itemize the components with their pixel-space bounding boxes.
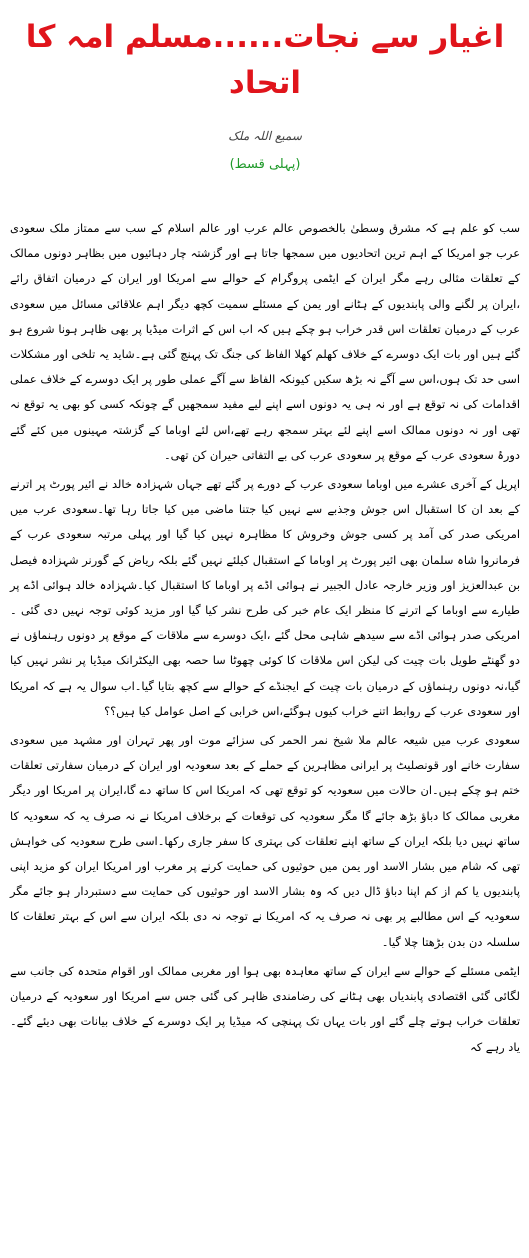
paragraph: ایٹمی مسئلے کے حوالے سے ایران کے ساتھ معاہدہ بھی ہوا اور مغربی ممالک اور اقوام متحدہ کی جانب سے لگائی گئی اقتصادی پابندیاں بھی ہٹانے کی رضامندی ظاہر کی گئی جس سے امریکا اور سعودیہ کے درمیان تعلقات خراب ہوتے چلے گئے اور بات یہاں تک پہنچی کہ میڈیا پر ایک دوسرے کے خلاف بیانات بھی دیئے گئے۔یاد رہے کہ (10, 963, 520, 1054)
article-body (10, 216, 520, 1060)
paragraph: اپریل کے آخری عشرے میں اوباما سعودی عرب کے دورے پر گئے تھے جہاں شہزادہ خالد نے ائیر پورٹ پر اترنے کے بعد ان کا استقبال اس جوش وجذبے سے نہیں کیا جتنا ماضی میں کیا جاتا رہا تھا۔سعودی عرب میں امریکی صدر کی آمد پر کسی جوش وخروش کا مظاہرہ نہیں کیا گیا اور پہلی مرتبہ سعودی عرب کے فرمانروا شاہ سلمان بھی ائیر پورٹ پر اوباما کے استقبال کیلئے نہیں گئے بلکہ ریاض کے گورنر شہزادہ فیصل بن عبدالعزیز اور وزیر خارجہ عادل الجبیر نے ہوائی اڈے پر اوباما کا استقبال کیا۔شہزادہ خالد ہوائی اڈے پر طیارے سے اوباما کے اترنے کا منظر ایک عام خبر کی طرح نشر کیا گیا اور مزید کوئی توجہ نہیں دی گئی ۔امریکی صدر ہوائی اڈے سے سیدھے شاہی محل گئے ،ایک دوسرے سے ملاقات کے موقع پر دونوں رہنماؤں نے دو گھنٹے طویل بات چیت کی لیکن اس ملاقات کا کوئی چھوٹا سا حصہ بھی الیکٹرانک میڈیا پر نشر نہیں کیا گیا،نہ دونوں رہنماؤں کے درمیان بات چیت کے ایجنڈے کے حوالے سے کچھ بتایا گیا۔اب سوال یہ ہے کہ امریکا اور سعودی عرب کے روابط اتنے خراب کیوں ہوگئے،اس خرابی کے اصل عوامل کیا ہیں؟؟ (10, 477, 520, 718)
paragraph: سعودی عرب میں شیعہ عالم ملا شیخ نمر الحمر کی سزائے موت اور پھر تہران اور مشہد میں سعودی سفارت خانے اور قونصلیٹ پر ایرانی مظاہرین کے حملے کے بعد سعودیہ اور ایران کے درمیان سفارتی تعلقات ختم ہو چکے ہیں۔ان حالات میں سعودیہ کو توقع تھی کہ امریکا اس کا ساتھ دے گا،ایران پر امریکا اور دیگر مغربی ممالک کا دباؤ بڑھ جائے گا مگر سعودیہ کی توقعات کے برخلاف امریکا نے نہ صرف یہ کہ سعودیہ کا ساتھ نہیں دیا بلکہ ایران کے ساتھ اپنے تعلقات کی بہتری کا سفر جاری رکھا۔اسی طرح سعودیہ کی خواہش تھی کہ شام میں بشار الاسد اور یمن میں حوثیوں کی حمایت کرنے پر مغرب اور امریکا ایران کو مزید اپنی پابندیوں یا کم از کم اپنا دباؤ ڈال دیں کہ وہ بشار الاسد اور حوثیوں کی حمایت سے دستبردار ہو جائے مگر سعودیہ کے اس مطالبے پر بھی نہ صرف یہ کہ امریکا نے توجہ نہ دی بلکہ ایران سے اس کے بہتر تعلقات کا سلسلہ دن بدن بڑھتا چلا گیا۔ (10, 733, 520, 949)
article-headline: اغیار سے نجات......مسلم امہ کا اتحاد (25, 19, 505, 101)
paragraph: سب کو علم ہے کہ مشرق وسطیٰ بالخصوص عالم عرب اور عالم اسلام کے سب سے ممتاز ملک سعودی عرب جو امریکا کے اہم ترین اتحادیوں میں سمجھا جاتا ہے اور گزشتہ چار دہائیوں میں بظاہر دونوں ممالک کے تعلقات مثالی رہے مگر ایران کے ایٹمی پروگرام کے حوالے سے امریکا اور ایران کے درمیان اتفاق رائے ،ایران پر لگنے والی پابندیوں کے ہٹانے اور یمن کے مسئلے سمیت کچھ دیگر اہم علاقائی مسائل میں سعودی عرب کے درمیان تعلقات اس قدر خراب ہو چکے ہیں کہ اب اس کے اثرات میڈیا پر بھی ظاہر ہونا شروع ہو گئے ہیں اور بات ایک دوسرے کے خلاف کھلم کھلا الفاظ کی جنگ تک پہنچ گئی ہے۔شاید یہ تلخی اور مشکلات اسی حد تک ہوں،اس سے آگے نہ بڑھ سکیں کیونکہ الفاظ سے آگے عملی طور پر ایک دوسرے کے خلاف عملی اقدامات کی نہ توقع ہے اور نہ ہی یہ دونوں اسے اپنے لیے مفید سمجھیں گے چونکہ کسی کو بھی یہ توقع نہ تھی اور نہ دونوں ممالک اسے اپنے لئے بہتر سمجھ رہے تھے،اس لئے اوباما کے گزشتہ مہینوں میں کئے گئے دورۂ سعودی عرب کے موقع پر سعودی عرب کی بے التفاتی حیران کن تھی۔ (10, 221, 520, 462)
installment-label: (پہلی قسط) (229, 157, 301, 172)
author-name: سمیع اللہ ملک (228, 129, 302, 143)
